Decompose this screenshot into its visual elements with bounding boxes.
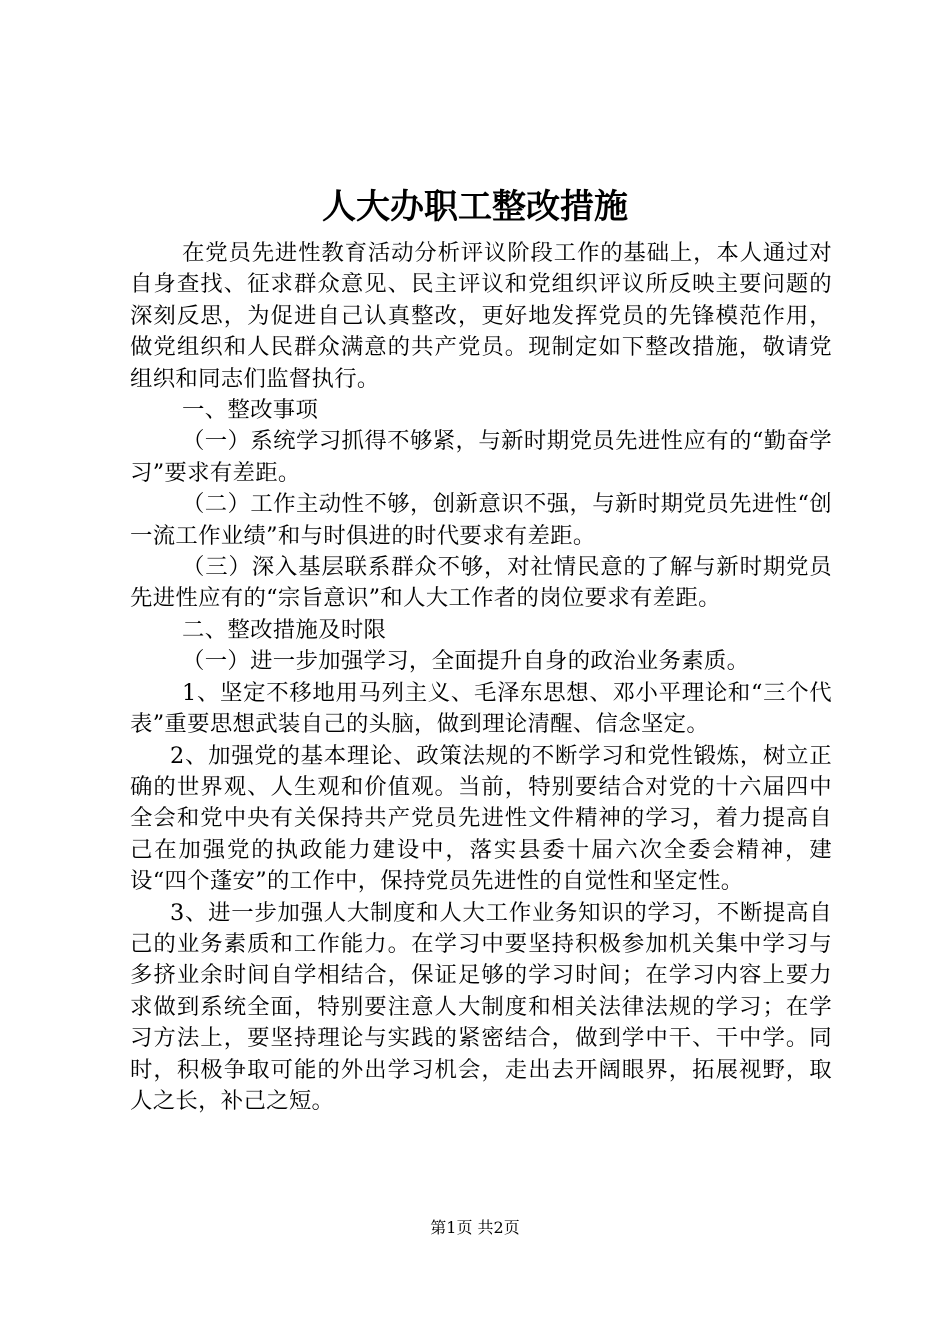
measure-paragraph: 3、进一步加强人大制度和人大工作业务知识的学习，不断提高自己的业务素质和工作能力。在学习中要坚持积极参加机关集中学习与多挤业余时间自学相结合，保证足够的学习时间；在学习内容上要力求做到系统全面，特别要注意人大制度和相关法律法规的学习；在学习方法上，要坚持理论与实践的紧密结合，做到学中干、干中学。同时，积极争取可能的外出学习机会，走出去开阔眼界，拓展视野，取人之长，补己之短。: [130, 899, 832, 1114]
measure-paragraph: 2、加强党的基本理论、政策法规的不断学习和党性锻炼，树立正确的世界观、人生观和价值观。当前，特别要结合对党的十六届四中全会和党中央有关保持共产党员先进性文件精神的学习，着力提高自己在加强党的执政能力建设中，落实县委十届六次全委会精神，建设“四个蓬安”的工作中，保持党员先进性的自觉性和坚定性。: [130, 742, 832, 895]
measure-paragraph: 1、坚定不移地用马列主义、毛泽东思想、邓小平理论和“三个代表”重要思想武装自己的头脑，做到理论清醒、信念坚定。: [130, 679, 832, 738]
document-title: 人大办职工整改措施: [322, 187, 628, 227]
section-heading-measures: 二、整改措施及时限: [182, 616, 387, 643]
item-paragraph: （三）深入基层联系群众不够，对社情民意的了解与新时期党员先进性应有的“宗旨意识”和人大工作者的岗位要求有差距。: [130, 554, 832, 612]
item-paragraph: （一）系统学习抓得不够紧，与新时期党员先进性应有的“勤奋学习”要求有差距。: [130, 428, 832, 486]
measure-subheading: （一）进一步加强学习，全面提升自身的政治业务素质。: [182, 648, 750, 675]
document-body: [130, 238, 832, 1117]
section-heading-rectification-items: 一、整改事项: [182, 397, 319, 424]
item-paragraph: （二）工作主动性不够，创新意识不强，与新时期党员先进性“创一流工作业绩”和与时俱进的时代要求有差距。: [130, 491, 832, 549]
intro-paragraph: 在党员先进性教育活动分析评议阶段工作的基础上，本人通过对自身查找、征求群众意见、民主评议和党组织评议所反映主要问题的深刻反思，为促进自己认真整改，更好地发挥党员的先锋模范作用，做党组织和人民群众满意的共产党员。现制定如下整改措施，敬请党组织和同志们监督执行。: [130, 240, 832, 392]
page-footer: 第1页 共2页: [430, 1218, 520, 1237]
